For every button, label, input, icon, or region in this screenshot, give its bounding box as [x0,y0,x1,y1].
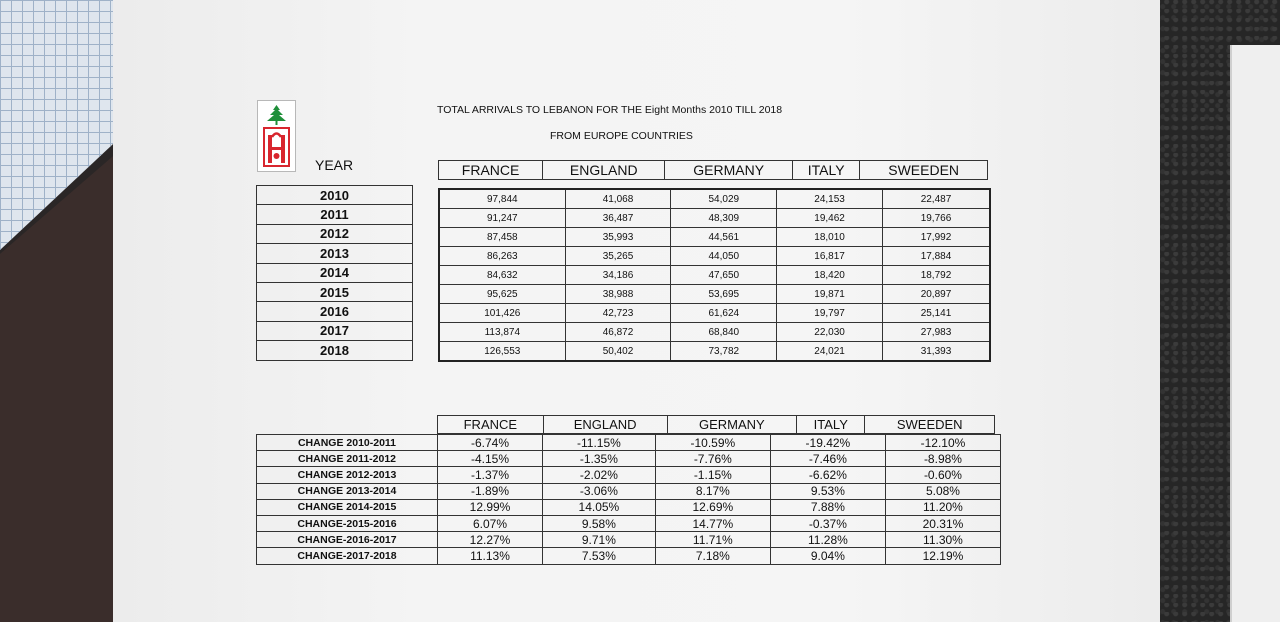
arrivals-header-table [438,160,988,180]
arrivals-cell: 19,766 [882,209,990,228]
arrivals-cell: 42,723 [565,304,671,323]
emblem-icon [263,127,290,167]
change-cell: 12.99% [438,499,543,515]
arrivals-cell: 18,792 [882,266,990,285]
change-cell: 11.71% [655,532,770,548]
year-cell: 2014 [257,263,413,282]
arrivals-cell: 47,650 [671,266,777,285]
change-cell: -6.74% [438,435,543,451]
header-france: FRANCE [438,416,544,434]
arrivals-cell: 54,029 [671,189,777,209]
change-cell: -1.35% [542,451,655,467]
change-label: CHANGE-2017-2018 [257,548,438,564]
change-cell: 11.30% [885,532,1000,548]
arrivals-cell: 20,897 [882,285,990,304]
change-cell: 14.77% [655,515,770,531]
header-sweeden: SWEEDEN [865,416,995,434]
cedar-icon [264,104,289,126]
year-cell: 2010 [257,186,413,205]
arrivals-cell: 24,153 [777,189,883,209]
arrivals-cell: 19,797 [777,304,883,323]
arrivals-cell: 61,624 [671,304,777,323]
table-row [257,435,1001,451]
change-cell: 9.58% [542,515,655,531]
change-cell: 7.53% [542,548,655,564]
change-cell: -6.62% [770,467,885,483]
arrivals-cell: 46,872 [565,323,671,342]
table-row [257,467,1001,483]
table-row [257,483,1001,499]
table-row [257,532,1001,548]
change-cell: 9.53% [770,483,885,499]
change-label: CHANGE 2011-2012 [257,451,438,467]
arrivals-cell: 48,309 [671,209,777,228]
table-row [439,304,990,323]
arrivals-cell: 35,265 [565,247,671,266]
change-cell: 8.17% [655,483,770,499]
header-england: ENGLAND [543,416,667,434]
change-cell: -4.15% [438,451,543,467]
document-title: TOTAL ARRIVALS TO LEBANON FOR THE Eight Months 2010 TILL 2018 [437,104,783,116]
arrivals-cell: 25,141 [882,304,990,323]
arrivals-cell: 38,988 [565,285,671,304]
change-cell: -11.15% [542,435,655,451]
year-column-label: YEAR [315,157,354,173]
arrivals-cell: 84,632 [439,266,565,285]
header-france: FRANCE [439,161,543,180]
header-germany: GERMANY [665,161,793,180]
arrivals-cell: 18,010 [777,228,883,247]
table-row [439,323,990,342]
change-cell: 12.27% [438,532,543,548]
change-cell: 9.04% [770,548,885,564]
year-cell: 2012 [257,224,413,243]
arrivals-cell: 97,844 [439,189,565,209]
header-italy: ITALY [793,161,860,180]
change-cell: 12.69% [655,499,770,515]
arrivals-cell: 19,462 [777,209,883,228]
change-cell: -8.98% [885,451,1000,467]
change-cell: 14.05% [542,499,655,515]
change-cell: 7.88% [770,499,885,515]
change-cell: -7.46% [770,451,885,467]
arrivals-cell: 17,884 [882,247,990,266]
table-row [257,451,1001,467]
change-label: CHANGE 2013-2014 [257,483,438,499]
change-cell: -12.10% [885,435,1000,451]
arrivals-data-table [438,188,991,362]
change-label: CHANGE 2014-2015 [257,499,438,515]
change-label: CHANGE 2012-2013 [257,467,438,483]
change-cell: 11.13% [438,548,543,564]
arrivals-cell: 17,992 [882,228,990,247]
arrivals-cell: 27,983 [882,323,990,342]
header-sweeden: SWEEDEN [860,161,988,180]
year-cell: 2011 [257,205,413,224]
year-cell: 2017 [257,321,413,340]
arrivals-cell: 87,458 [439,228,565,247]
change-cell: -0.60% [885,467,1000,483]
year-cell: 2015 [257,282,413,301]
header-germany: GERMANY [667,416,797,434]
change-header-table [437,415,995,434]
arrivals-cell: 53,695 [671,285,777,304]
arrivals-cell: 36,487 [565,209,671,228]
change-table [256,434,1001,565]
change-cell: 11.28% [770,532,885,548]
change-cell: -10.59% [655,435,770,451]
arrivals-cell: 50,402 [565,342,671,362]
arrivals-cell: 73,782 [671,342,777,362]
change-cell: -2.02% [542,467,655,483]
arrivals-cell: 31,393 [882,342,990,362]
table-row [439,228,990,247]
year-table [256,185,413,361]
arrivals-cell: 19,871 [777,285,883,304]
arrivals-cell: 95,625 [439,285,565,304]
table-row [439,209,990,228]
arrivals-cell: 44,050 [671,247,777,266]
table-row [257,499,1001,515]
arrivals-cell: 34,186 [565,266,671,285]
side-paper-sheet [1230,45,1280,622]
header-england: ENGLAND [543,161,665,180]
change-cell: -1.89% [438,483,543,499]
arrivals-cell: 44,561 [671,228,777,247]
change-cell: 5.08% [885,483,1000,499]
year-cell: 2018 [257,341,413,360]
table-row [439,247,990,266]
change-cell: -0.37% [770,515,885,531]
change-cell: -19.42% [770,435,885,451]
ministry-logo [257,100,296,172]
change-cell: 20.31% [885,515,1000,531]
arrivals-cell: 101,426 [439,304,565,323]
change-cell: -1.15% [655,467,770,483]
arrivals-cell: 41,068 [565,189,671,209]
change-cell: -1.37% [438,467,543,483]
header-italy: ITALY [797,416,865,434]
arrivals-cell: 22,030 [777,323,883,342]
arrivals-cell: 113,874 [439,323,565,342]
document-subtitle: FROM EUROPE COUNTRIES [550,130,693,142]
arrivals-cell: 86,263 [439,247,565,266]
table-row [439,285,990,304]
arrivals-cell: 18,420 [777,266,883,285]
arrivals-cell: 22,487 [882,189,990,209]
change-label: CHANGE-2015-2016 [257,515,438,531]
change-cell: 7.18% [655,548,770,564]
change-cell: 9.71% [542,532,655,548]
change-cell: 6.07% [438,515,543,531]
change-cell: -3.06% [542,483,655,499]
change-cell: 11.20% [885,499,1000,515]
arrivals-cell: 91,247 [439,209,565,228]
table-row [439,342,990,362]
year-cell: 2013 [257,244,413,263]
change-label: CHANGE-2016-2017 [257,532,438,548]
change-label: CHANGE 2010-2011 [257,435,438,451]
arrivals-cell: 35,993 [565,228,671,247]
table-row [439,266,990,285]
table-row [257,515,1001,531]
arrivals-cell: 126,553 [439,342,565,362]
change-cell: 12.19% [885,548,1000,564]
arrivals-cell: 24,021 [777,342,883,362]
arrivals-cell: 16,817 [777,247,883,266]
arrivals-cell: 68,840 [671,323,777,342]
table-row [257,548,1001,564]
year-cell: 2016 [257,302,413,321]
table-row [439,189,990,209]
change-cell: -7.76% [655,451,770,467]
